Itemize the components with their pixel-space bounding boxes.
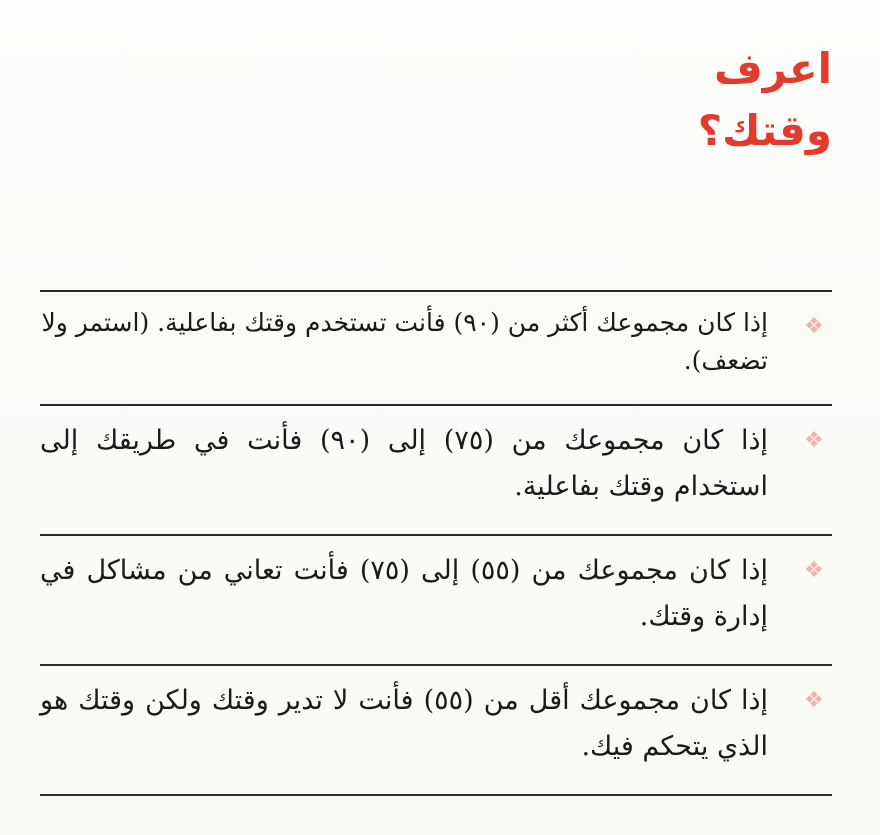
title-line-1: اعرف (713, 44, 832, 93)
list-item-text: إذا كان مجموعك من (٥٥) إلى (٧٥) فأنت تعاني من مشاكل في إدارة وقتك. (40, 555, 768, 632)
list-item-text: إذا كان مجموعك أقل من (٥٥) فأنت لا تدير وقتك ولكن وقتك هو الذي يتحكم فيك. (40, 685, 768, 762)
page-title (532, 38, 832, 162)
list-item (40, 406, 832, 534)
divider-bottom (40, 794, 832, 796)
diamond-bullet-icon: ❖ (804, 688, 824, 713)
list-item (40, 536, 832, 664)
score-results-list (40, 290, 832, 796)
list-item (40, 666, 832, 794)
title-line-2: وقتك؟ (697, 106, 832, 155)
list-item-text: إذا كان مجموعك أكثر من (٩٠) فأنت تستخدم وقتك بفاعلية. (استمر ولا تضعف). (41, 308, 768, 375)
diamond-bullet-icon: ❖ (804, 558, 824, 583)
list-item-text: إذا كان مجموعك من (٧٥) إلى (٩٠) فأنت في طريقك إلى استخدام وقتك بفاعلية. (40, 425, 769, 502)
diamond-bullet-icon: ❖ (804, 428, 824, 453)
list-item (40, 292, 832, 404)
diamond-bullet-icon: ❖ (804, 314, 824, 339)
